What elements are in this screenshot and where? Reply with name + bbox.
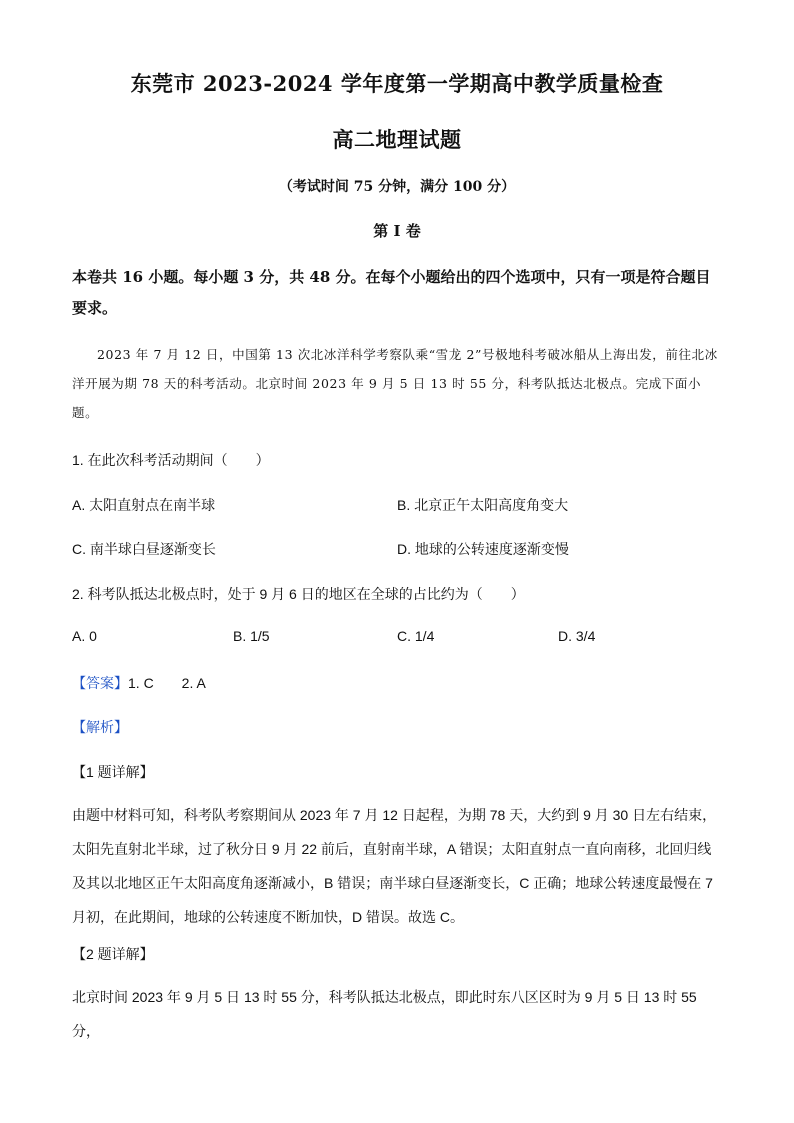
question-2-option-a: A. 0 bbox=[72, 628, 97, 644]
question-2-option-b: B. 1/5 bbox=[233, 628, 270, 644]
question-1-option-b: B. 北京正午太阳高度角变大 bbox=[397, 497, 569, 513]
volume-heading: 第 I 卷 bbox=[373, 222, 421, 240]
detail-1-heading: 【1 题详解】 bbox=[72, 764, 154, 780]
question-2-option-c: C. 1/4 bbox=[397, 628, 435, 644]
question-2-option-d: D. 3/4 bbox=[558, 628, 596, 644]
exam-info: （考试时间 75 分钟，满分 100 分） bbox=[278, 179, 516, 195]
question-2-stem: 2. 科考队抵达北极点时，处于 9 月 6 日的地区在全球的占比约为（ ） bbox=[72, 586, 525, 602]
answer-text: 1. C 2. A bbox=[128, 675, 206, 691]
question-1-option-d: D. 地球的公转速度逐渐变慢 bbox=[397, 541, 569, 557]
detail-2-heading: 【2 题详解】 bbox=[72, 946, 154, 962]
answer-label: 【答案】 bbox=[72, 675, 128, 691]
analysis-line bbox=[72, 717, 128, 737]
detail-2-text: 北京时间 2023 年 9 月 5 日 13 时 55 分，科考队抵达北极点，即此时东八区区时为 9 月 5 日 13 时 55 分， bbox=[72, 989, 697, 1039]
question-1-option-c: C. 南半球白昼逐渐变长 bbox=[72, 541, 216, 557]
question-1-stem: 1. 在此次科考活动期间（ ） bbox=[72, 452, 270, 468]
question-1-option-a: A. 太阳直射点在南半球 bbox=[72, 497, 216, 513]
reading-passage: 2023 年 7 月 12 日，中国第 13 次北冰洋科学考察队乘“雪龙 2”号极地科考破冰船从上海出发，前往北冰洋开展为期 78 天的科考活动。北京时间 2023 年 9 月 5 日 13 时 55 分，科考队抵达北极点。完成下面小题。 bbox=[72, 347, 718, 420]
document-title: 东莞市 2023-2024 学年度第一学期高中教学质量检查 bbox=[130, 71, 664, 96]
answer-line bbox=[72, 673, 206, 693]
detail-1-text: 由题中材料可知，科考队考察期间从 2023 年 7 月 12 日起程，为期 78 天，大约到 9 月 30 日左右结束，太阳先直射北半球，过了秋分日 9 月 22 前后，直射南半球，A 错误；太阳直射点一直向南移，北回归线及其以北地区正午太阳高度角逐渐减小，B 错误；南半球白昼逐渐变长，C 正确；地球公转速度最慢在 7 月初，在此期间，地球的公转速度不断加快，D 错误。故选 C。 bbox=[72, 807, 717, 925]
document-subtitle: 高二地理试题 bbox=[332, 127, 462, 152]
section-instructions: 本卷共 16 小题。每小题 3 分，共 48 分。在每个小题给出的四个选项中，只有一项是符合题目要求。 bbox=[72, 268, 711, 317]
analysis-label: 【解析】 bbox=[72, 719, 128, 735]
